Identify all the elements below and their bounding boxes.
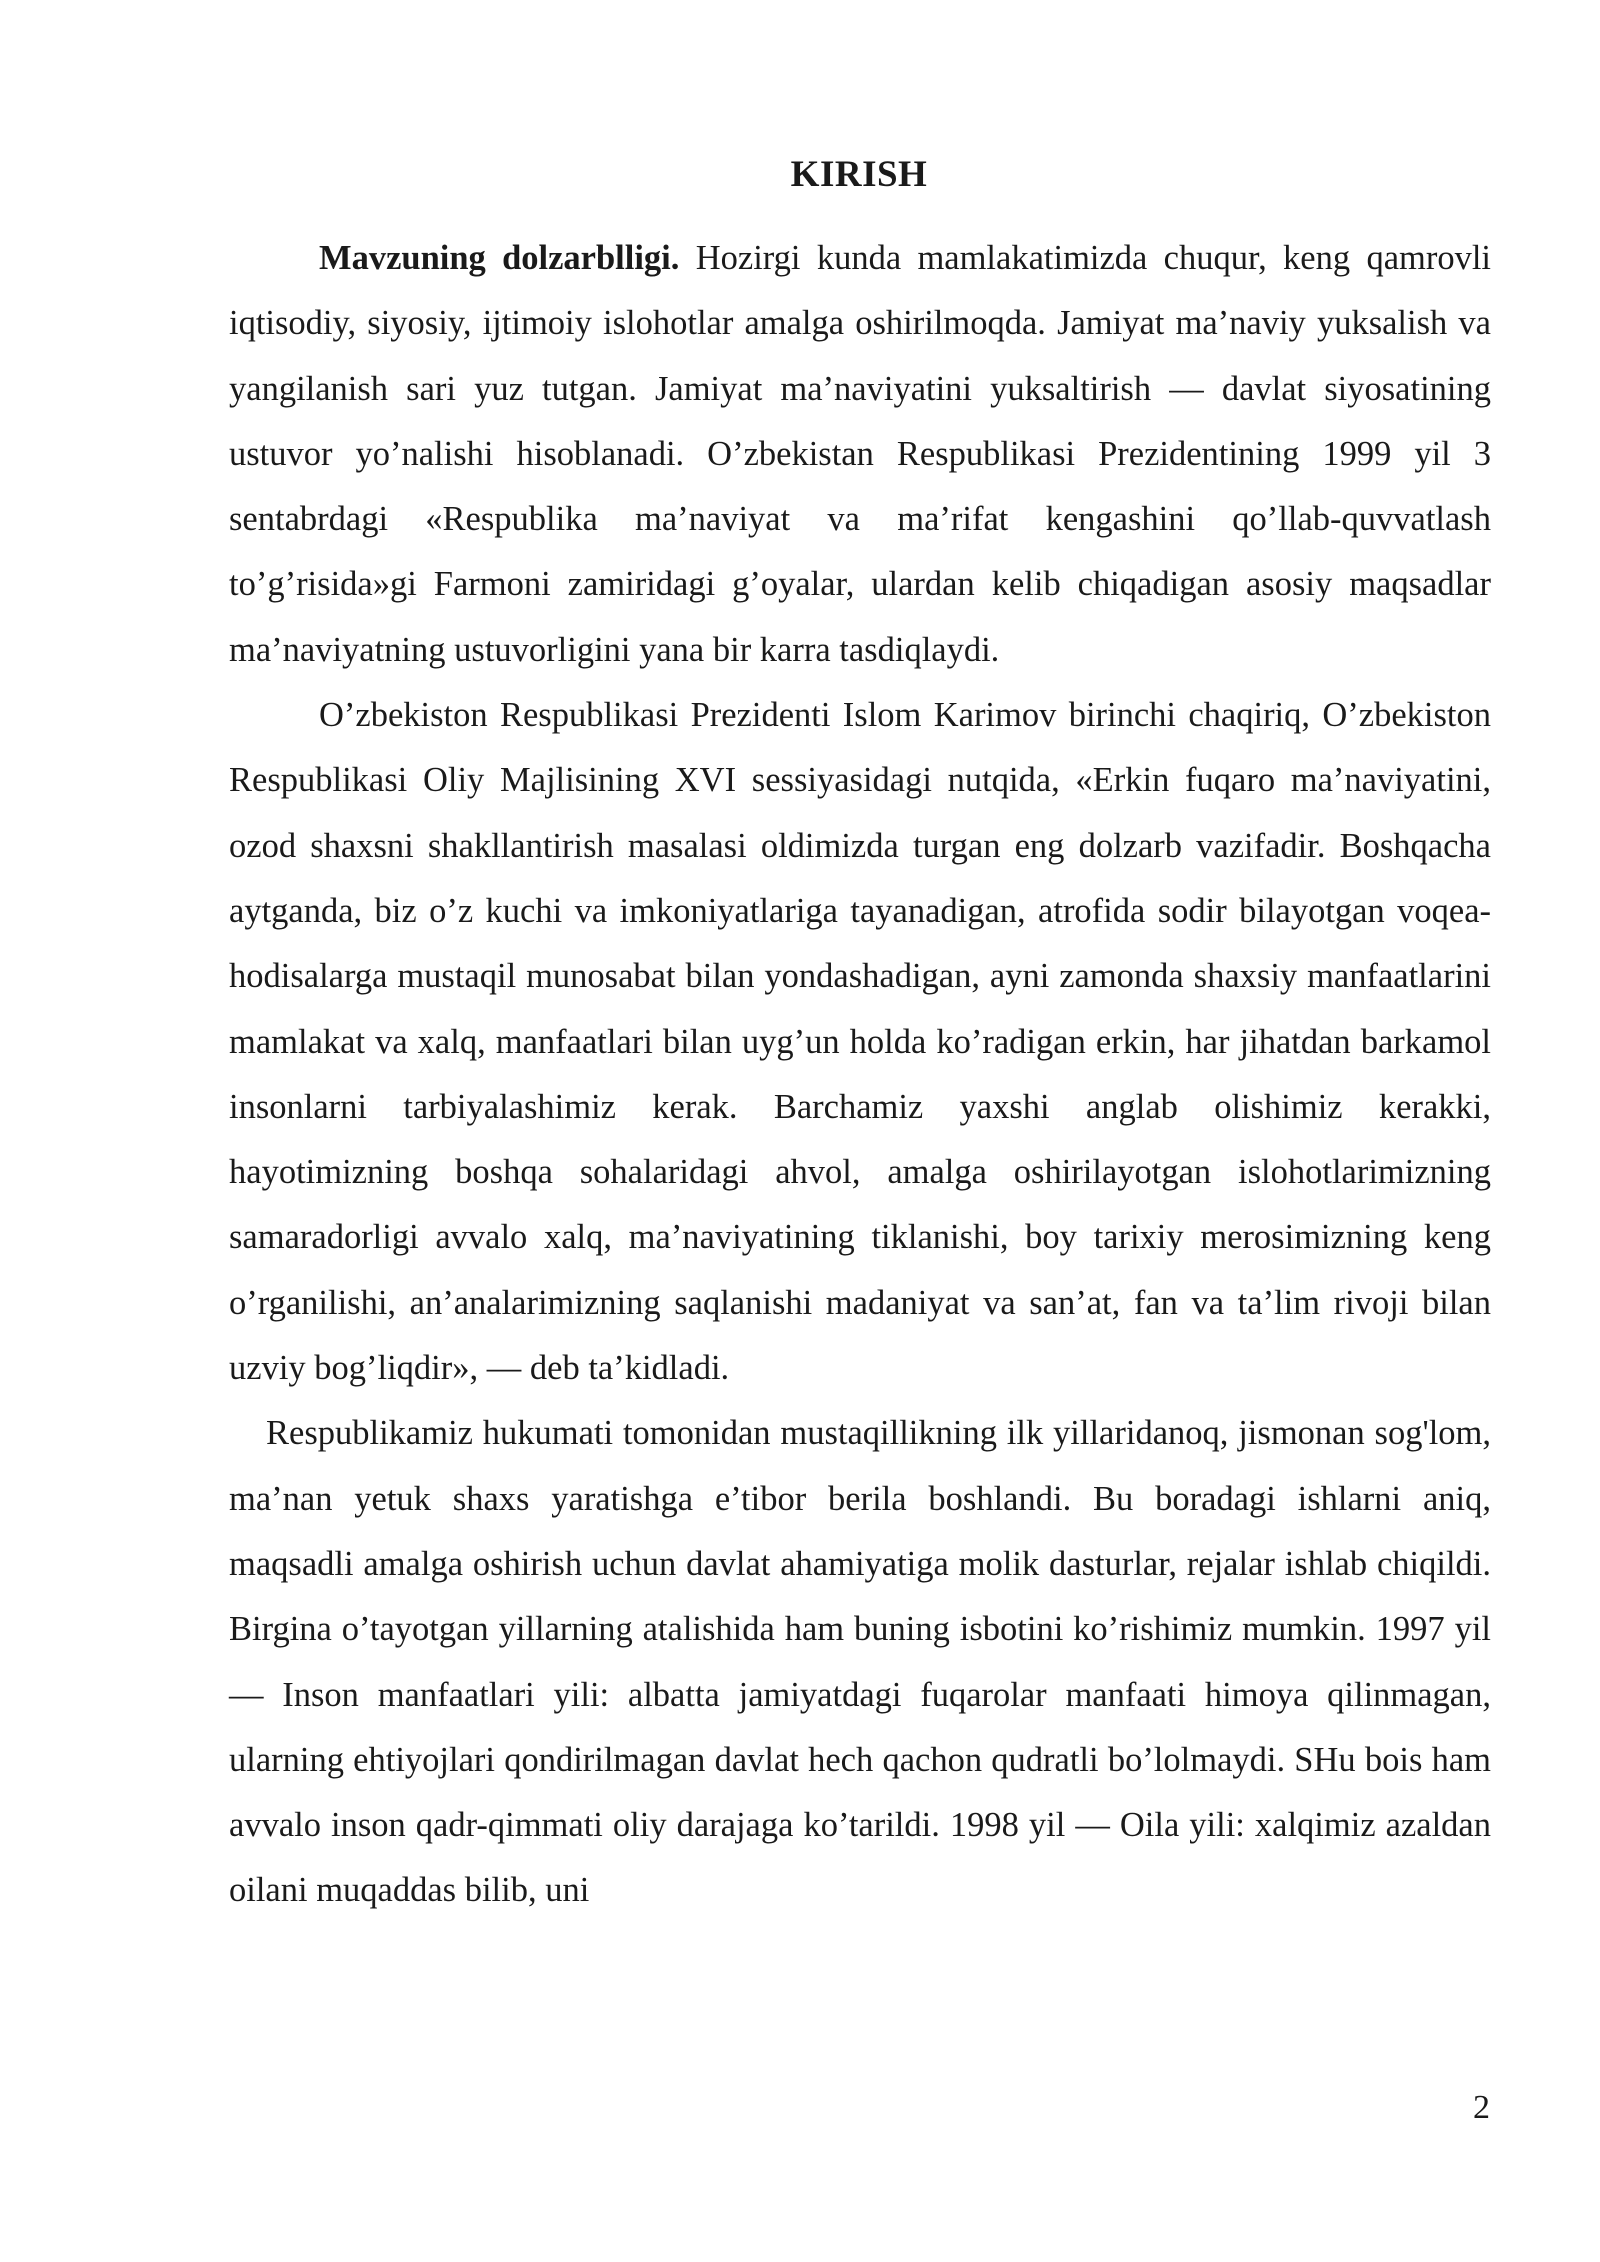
- document-body: [229, 226, 1491, 1924]
- paragraph-relevance: [229, 226, 1491, 683]
- section-heading: KIRISH: [790, 154, 928, 195]
- paragraph-government-policy: Respublikamiz hukumati tomonidan mustaqillikning ilk yillaridanoq, jismonan sog'lom, ma’nan yetuk shaxs yaratishga e’tibor berila boshlandi. Bu boradagi ishlarni aniq, maqsadli amalga oshirish uchun davlat ahamiyatiga molik dasturlar, rejalar ishlab chiqildi. Birgina o’tayotgan yillarning atalishida ham buning isbotini ko’rishimiz mumkin. 1997 yil — Inson manfaatlari yili: albatta jamiyatdagi fuqarolar manfaati himoya qilinmagan, ularning ehtiyojlari qondirilmagan davlat hech qachon qudratli bo’lolmaydi. SHu bois ham avvalo inson qadr-qimmati oliy darajaga ko’tarildi. 1998 yil — Oila yili: xalqimiz azaldan oilani muqaddas bilib, uni: [229, 1414, 1491, 1910]
- paragraph-lead: Mavzuning dolzarblligi.: [319, 239, 680, 277]
- paragraph-president-speech: O’zbekiston Respublikasi Prezidenti Islom Karimov birinchi chaqiriq, O’zbekiston Respublikasi Oliy Majlisining XVI sessiyasidagi nutqida, «Erkin fuqaro ma’naviyatini, ozod shaxsni shakllantirish masalasi oldimizda turgan eng dolzarb vazifadir. Boshqacha aytganda, biz o’z kuchi va imkoniyatlariga tayanadigan, atrofida sodir bilayotgan voqea-hodisalarga mustaqil munosabat bilan yondashadigan, ayni zamonda shaxsiy manfaatlarini mamlakat va xalq, manfaatlari bilan uyg’un holda ko’radigan erkin, har jihatdan barkamol insonlarni tarbiyalashimiz kerak. Barchamiz yaxshi anglab olishimiz kerakki, hayotimizning boshqa sohalaridagi ahvol, amalga oshirilayotgan islohotlarimizning samaradorligi avvalo xalq, ma’naviyatining tiklanishi, boy tarixiy merosimizning keng o’rganilishi, an’analarimizning saqlanishi madaniyat va san’at, fan va ta’lim rivoji bilan uzviy bog’liqdir», — deb ta’kidladi.: [229, 696, 1491, 1388]
- paragraph-text: Hozirgi kunda mamlakatimizda chuqur, keng qamrovli iqtisodiy, siyosiy, ijtimoiy islohotlar amalga oshirilmoqda. Jamiyat ma’naviy yuksalish va yangilanish sari yuz tutgan. Jamiyat ma’naviyatini yuksaltirish — davlat siyosatining ustuvor yo’nalishi hisoblanadi. O’zbekistan Respublikasi Prezidentining 1999 yil 3 sentabrdagi «Respublika ma’naviyat va ma’rifat kengashini qo’llab-quvvatlash to’g’risida»gi Farmoni zamiridagi g’oyalar, ulardan kelib chiqadigan asosiy maqsadlar ma’naviyatning ustuvorligini yana bir karra tasdiqlaydi.: [229, 239, 1491, 669]
- page-number: 2: [1473, 2089, 1490, 2126]
